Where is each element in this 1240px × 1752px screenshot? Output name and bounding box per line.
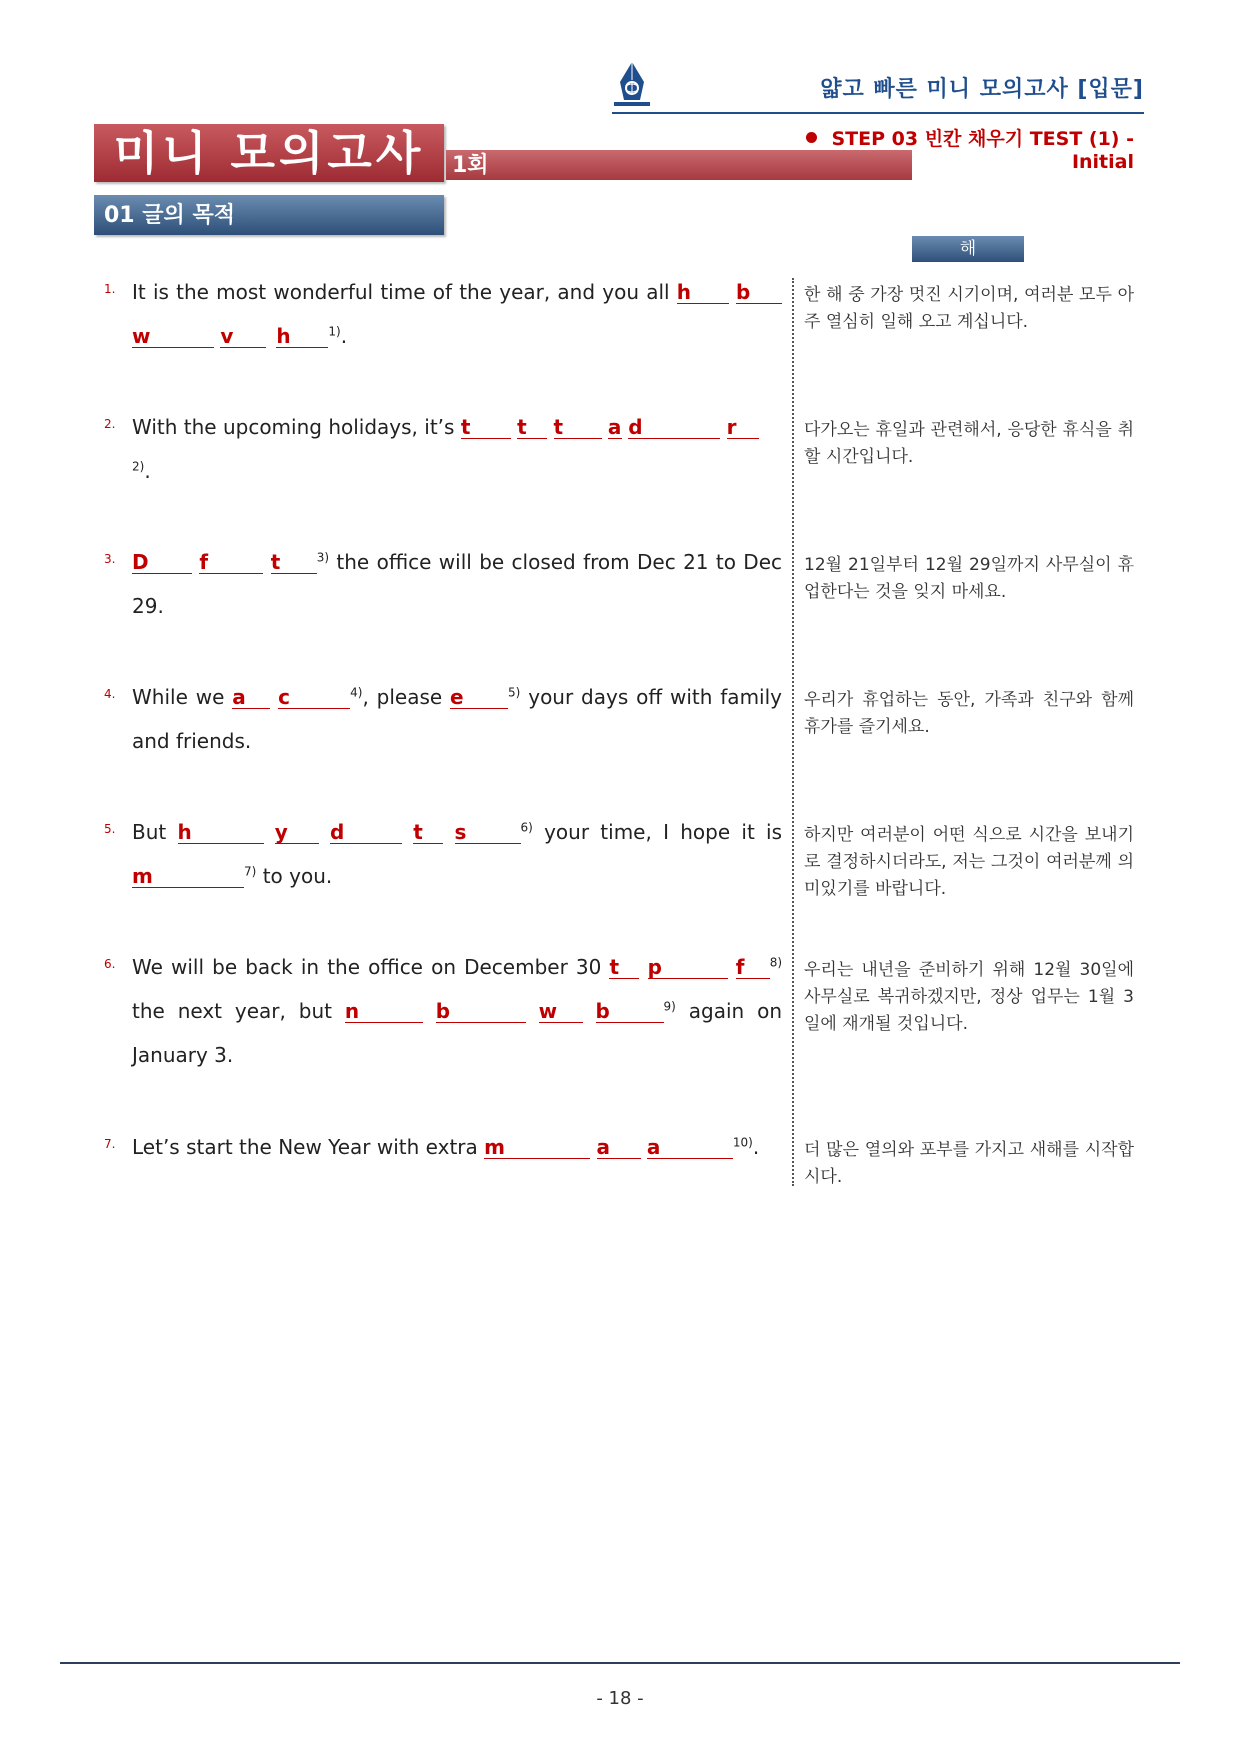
blank-field[interactable]: b (736, 281, 782, 304)
blank-field[interactable]: D (132, 551, 192, 574)
blank-field[interactable]: t (517, 416, 547, 439)
section-title: 01 글의 목적 (104, 203, 235, 228)
sentence-text: to you. (262, 864, 333, 888)
step-label (740, 124, 1134, 173)
step-label-text: STEP 03 빈칸 채우기 TEST (1) - Initial (831, 128, 1134, 173)
footnote-marker: 6) (520, 820, 533, 835)
translation-text: 한 해 중 가장 멋진 시기이며, 여러분 모두 아주 열심히 일해 오고 계십니다. (804, 285, 1134, 332)
footnote-marker: 9) (663, 999, 676, 1014)
blank-field[interactable]: f (736, 956, 770, 979)
translation-text: 12월 21일부터 12월 29일까지 사무실이 휴업한다는 것을 잊지 마세요. (804, 555, 1134, 602)
blank-field[interactable]: t (271, 551, 317, 574)
blank-field[interactable]: a (607, 415, 622, 439)
sentence-text: While we (132, 685, 225, 709)
blank-field[interactable]: n (345, 1000, 423, 1023)
blank-field[interactable]: a (232, 686, 270, 709)
blank-field[interactable]: b (596, 1000, 664, 1023)
blank-field[interactable]: y (275, 821, 319, 844)
blank-field[interactable]: a (597, 1136, 641, 1159)
question-text (132, 540, 782, 628)
header-rule (612, 112, 1144, 114)
sentence-text: your time, I hope it is (544, 820, 783, 844)
footnote-marker: 8) (769, 955, 783, 970)
question-text (132, 810, 782, 898)
item-number: 1. (104, 282, 116, 296)
sentence-text: again on January 3. (132, 999, 783, 1067)
footnote-marker: 3) (316, 550, 330, 565)
sentence-text: . (340, 324, 348, 348)
page-number: - 18 - (596, 1688, 644, 1709)
question-text (132, 270, 782, 358)
column-divider (792, 278, 794, 1186)
blank-field[interactable]: t (554, 416, 602, 439)
sentence-text: . (144, 459, 151, 483)
blank-field[interactable]: p (648, 956, 728, 979)
blank-field[interactable]: h (276, 325, 328, 348)
blank-field[interactable]: m (484, 1136, 590, 1159)
question-text (132, 675, 782, 763)
footnote-marker: 7) (244, 864, 257, 879)
footer-rule (60, 1662, 1180, 1664)
blank-field[interactable]: r (727, 416, 759, 439)
blank-field[interactable]: c (278, 686, 350, 709)
item-number: 2. (104, 417, 116, 431)
blank-field[interactable]: w (539, 1000, 583, 1023)
sentence-text: We will be back in the office on December 30 (132, 955, 602, 979)
footnote-marker: 1) (328, 324, 341, 339)
round-label: 1회 (452, 153, 489, 178)
blank-field[interactable]: t (609, 956, 639, 979)
footnote-marker: 4) (350, 685, 363, 700)
translation-text: 우리는 내년을 준비하기 위해 12월 30일에 사무실로 복귀하겠지만, 정상 업무는 1월 3일에 재개될 것입니다. (804, 960, 1134, 1034)
question-text (132, 945, 782, 1077)
sentence-text: , please (362, 685, 443, 709)
sentence-text: With the upcoming holidays, it’s (132, 415, 455, 439)
question-text (132, 405, 782, 493)
blank-field[interactable]: e (450, 686, 508, 709)
blank-field[interactable]: w (132, 325, 214, 348)
blank-field[interactable]: t (413, 821, 443, 844)
blank-field[interactable]: s (455, 821, 521, 844)
item-number: 7. (104, 1137, 116, 1151)
translation-text: 더 많은 열의와 포부를 가지고 새해를 시작합시다. (804, 1140, 1134, 1187)
translation-text: 우리가 휴업하는 동안, 가족과 친구와 함께 휴가를 즐기세요. (804, 690, 1134, 737)
footnote-marker: 10) (732, 1135, 753, 1150)
sentence-text: . (752, 1135, 760, 1159)
blank-field[interactable]: a (647, 1136, 733, 1159)
sentence-text: your days off with family and friends. (132, 685, 782, 753)
sentence-text: But (132, 820, 167, 844)
translation-badge: 해 석 (912, 236, 1024, 262)
item-number: 5. (104, 822, 116, 836)
blank-field[interactable]: d (628, 416, 720, 439)
blank-field[interactable]: m (132, 865, 244, 888)
sentence-text: the office will be closed from Dec 21 to Dec 29. (132, 550, 783, 618)
fountain-pen-logo-icon (610, 60, 654, 116)
page-title: 미니 모의고사 (113, 126, 425, 180)
blank-field[interactable]: t (461, 416, 511, 439)
item-number: 4. (104, 687, 116, 701)
translation-text: 하지만 여러분이 어떤 식으로 시간을 보내기로 결정하시더라도, 저는 그것이 여러분께 의미있기를 바랍니다. (804, 825, 1134, 899)
question-text (132, 1125, 782, 1169)
footnote-marker: 2) (132, 459, 145, 474)
blank-field[interactable]: f (199, 551, 263, 574)
item-number: 6. (104, 957, 116, 971)
sentence-text: It is the most wonderful time of the year, and you all (132, 280, 670, 304)
blank-field[interactable]: b (436, 1000, 526, 1023)
book-title: 얇고 빠른 미니 모의고사 [입문] (820, 77, 1144, 102)
translation-text: 다가오는 휴일과 관련해서, 응당한 휴식을 취할 시간입니다. (804, 420, 1134, 467)
sentence-text: Let’s start the New Year with extra (132, 1135, 478, 1159)
blank-field[interactable]: v (220, 325, 266, 348)
sentence-text: the next year, but (132, 999, 332, 1023)
blank-field[interactable]: d (330, 821, 402, 844)
blank-field[interactable]: h (178, 821, 264, 844)
footnote-marker: 5) (508, 685, 521, 700)
blank-field[interactable]: h (677, 281, 729, 304)
item-number: 3. (104, 552, 116, 566)
bullet-dot-icon (806, 132, 817, 143)
